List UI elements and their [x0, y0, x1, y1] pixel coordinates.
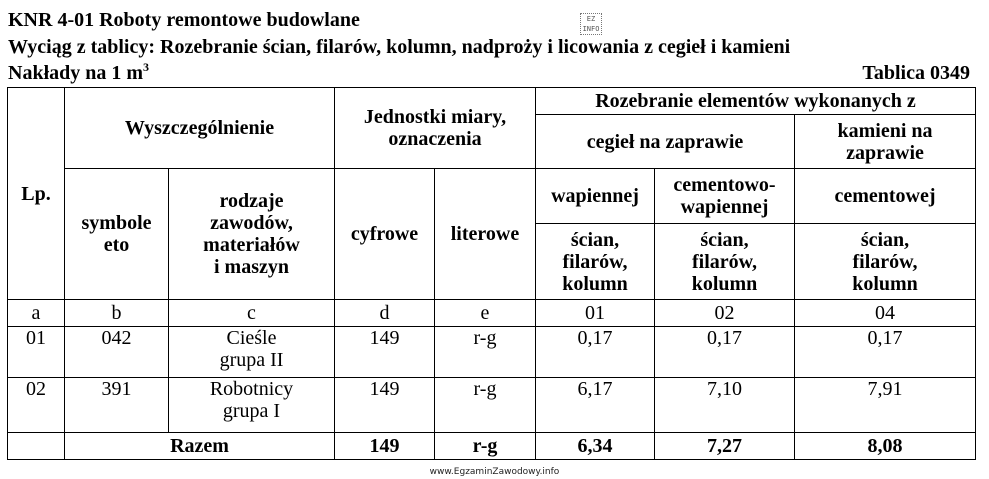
row-v01: 6,17	[536, 378, 655, 433]
row-symbol: 042	[65, 327, 169, 378]
row-cyfrowe: 149	[335, 327, 435, 378]
row-lp: 02	[8, 378, 65, 433]
header-rozebranie: Rozebranie elementów wykonanych z	[536, 88, 976, 115]
total-literowe: r-g	[435, 433, 536, 460]
table-row	[8, 378, 976, 433]
row-v04: 7,91	[795, 378, 976, 433]
units-label	[8, 62, 149, 84]
header-kamieni: kamieni na zaprawie	[795, 115, 976, 169]
table-number: Tablica 0349	[862, 62, 970, 84]
units-superscript: 3	[143, 60, 150, 74]
row-literowe: r-g	[435, 327, 536, 378]
index-cell: c	[169, 300, 335, 327]
header-scian-3: ścian, filarów, kolumn	[795, 224, 976, 300]
header-cementowo-wapiennej: cementowo- wapiennej	[655, 169, 795, 224]
index-cell: 02	[655, 300, 795, 327]
index-cell: 01	[536, 300, 655, 327]
row-lp: 01	[8, 327, 65, 378]
total-v02: 7,27	[655, 433, 795, 460]
document-subtitle: Wyciąg z tablicy: Rozebranie ścian, filarów, kolumn, nadproży i licowania z cegieł i kamieni	[8, 36, 791, 58]
header-wyszczegolnienie: Wyszczególnienie	[65, 88, 335, 169]
total-label: Razem	[65, 433, 335, 460]
footer-watermark: www.EgzaminZawodowy.info	[429, 467, 560, 477]
row-cyfrowe: 149	[335, 378, 435, 433]
header-jednostki: Jednostki miary, oznaczenia	[335, 88, 536, 169]
index-row	[8, 300, 976, 327]
header-rodzaje: rodzaje zawodów, materiałów i maszyn	[169, 169, 335, 300]
header-symbole: symbole eto	[65, 169, 169, 300]
total-row	[8, 433, 976, 460]
total-empty	[8, 433, 65, 460]
units-label-text: Nakłady na 1 m	[8, 62, 144, 84]
header-scian-2: ścian, filarów, kolumn	[655, 224, 795, 300]
logo-icon: EZ INFO	[580, 13, 602, 35]
table-row	[8, 327, 976, 378]
header-cyfrowe: cyfrowe	[335, 169, 435, 300]
total-cyfrowe: 149	[335, 433, 435, 460]
index-cell: e	[435, 300, 536, 327]
norms-table	[7, 87, 976, 460]
row-literowe: r-g	[435, 378, 536, 433]
index-cell: 04	[795, 300, 976, 327]
index-cell: b	[65, 300, 169, 327]
index-cell: d	[335, 300, 435, 327]
row-v04: 0,17	[795, 327, 976, 378]
total-v01: 6,34	[536, 433, 655, 460]
document-title: KNR 4-01 Roboty remontowe budowlane	[8, 9, 360, 31]
header-literowe: literowe	[435, 169, 536, 300]
total-v04: 8,08	[795, 433, 976, 460]
row-v02: 7,10	[655, 378, 795, 433]
row-name: Robotnicy grupa I	[169, 378, 335, 433]
header-scian-1: ścian, filarów, kolumn	[536, 224, 655, 300]
header-cegiel: cegieł na zaprawie	[536, 115, 795, 169]
header-lp: Lp.	[8, 88, 65, 300]
row-name: Cieśle grupa II	[169, 327, 335, 378]
header-wapiennej: wapiennej	[536, 169, 655, 224]
row-v02: 0,17	[655, 327, 795, 378]
index-cell: a	[8, 300, 65, 327]
header-cementowej: cementowej	[795, 169, 976, 224]
row-v01: 0,17	[536, 327, 655, 378]
row-symbol: 391	[65, 378, 169, 433]
